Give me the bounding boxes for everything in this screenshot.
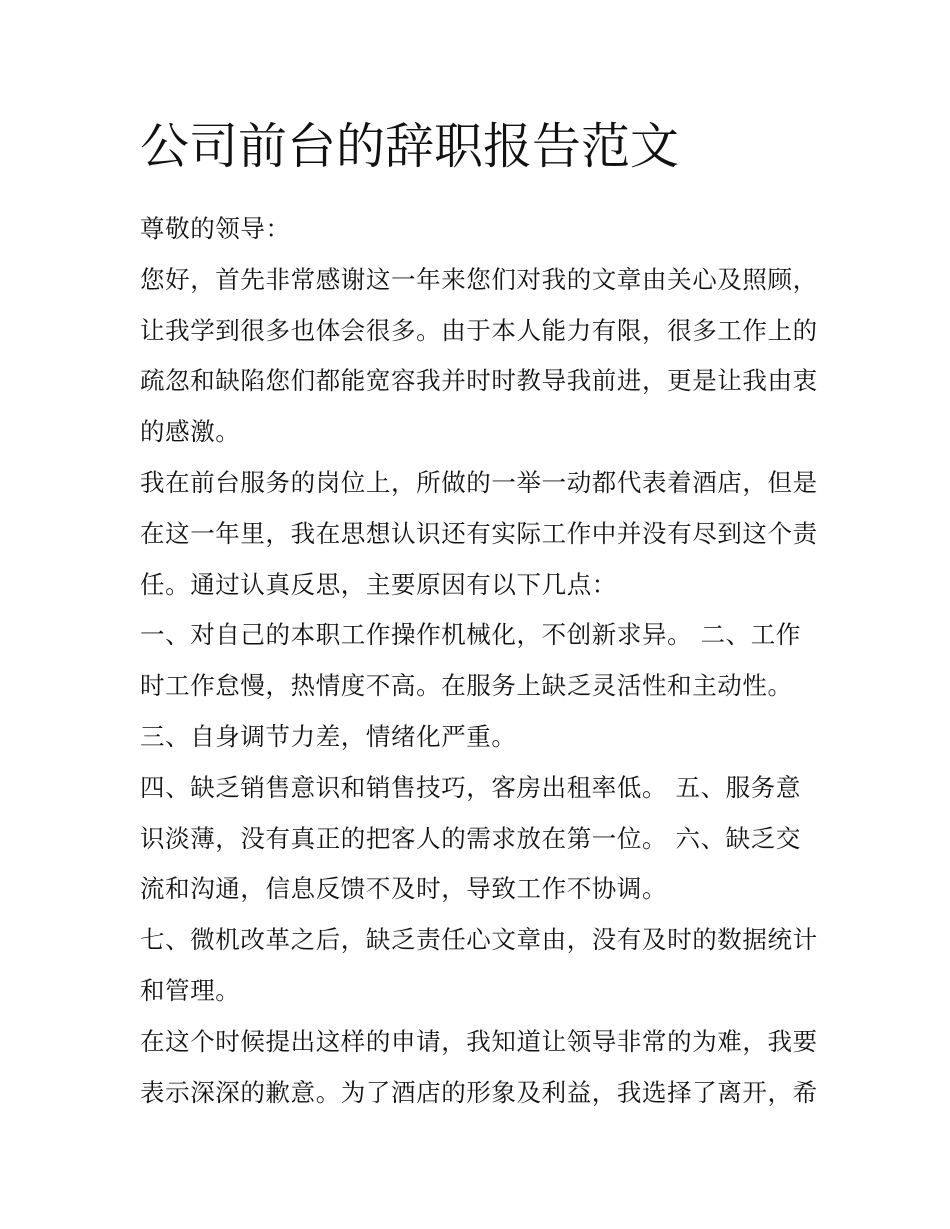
text-line: 疏忽和缺陷您们都能宽容我并时时教导我前进，更是让我由衷 [140, 366, 818, 396]
text-line: 表示深深的歉意。为了酒店的形象及利益，我选择了离开，希 [140, 1077, 818, 1107]
text-line: 识淡薄，没有真正的把客人的需求放在第一位。 六、缺乏交 [140, 823, 801, 853]
text-line: 和管理。 [140, 975, 241, 1005]
list-paragraph [140, 610, 820, 712]
salutation-paragraph [140, 204, 820, 255]
text-line: 流和沟通，信息反馈不及时，导致工作不协调。 [140, 874, 668, 904]
document-title: 公司前台的辞职报告范文 [140, 118, 680, 175]
text-line: 在这个时候提出这样的申请，我知道让领导非常的为难，我要 [140, 1026, 818, 1056]
text-line: 的感激。 [140, 417, 241, 447]
text-line: 任。通过认真反思，主要原因有以下几点： [140, 569, 617, 599]
list-paragraph [140, 763, 820, 915]
body-paragraph [140, 255, 820, 458]
text-line: 一、对自己的本职工作操作机械化，不创新求异。 二、工作 [140, 620, 801, 650]
text-line: 让我学到很多也体会很多。由于本人能力有限，很多工作上的 [140, 315, 818, 345]
text-line: 尊敬的领导： [140, 214, 291, 243]
text-line: 时工作怠慢，热情度不高。在服务上缺乏灵活性和主动性。 [140, 671, 793, 701]
text-line: 三、自身调节力差，情绪化严重。 [140, 721, 517, 751]
body-paragraph [140, 458, 820, 610]
list-paragraph [140, 712, 820, 763]
text-line: 您好，首先非常感谢这一年来您们对我的文章由关心及照顾， [140, 264, 818, 294]
text-line: 在这一年里，我在思想认识还有实际工作中并没有尽到这个责 [140, 518, 818, 548]
body-paragraph [140, 1017, 820, 1119]
text-line: 七、微机改革之后，缺乏责任心文章由，没有及时的数据统计 [140, 925, 818, 955]
list-paragraph [140, 915, 820, 1017]
text-line: 我在前台服务的岗位上，所做的一举一动都代表着酒店，但是 [140, 467, 818, 497]
document-page [140, 100, 820, 1118]
text-line: 四、缺乏销售意识和销售技巧，客房出租率低。 五、服务意 [140, 772, 801, 802]
